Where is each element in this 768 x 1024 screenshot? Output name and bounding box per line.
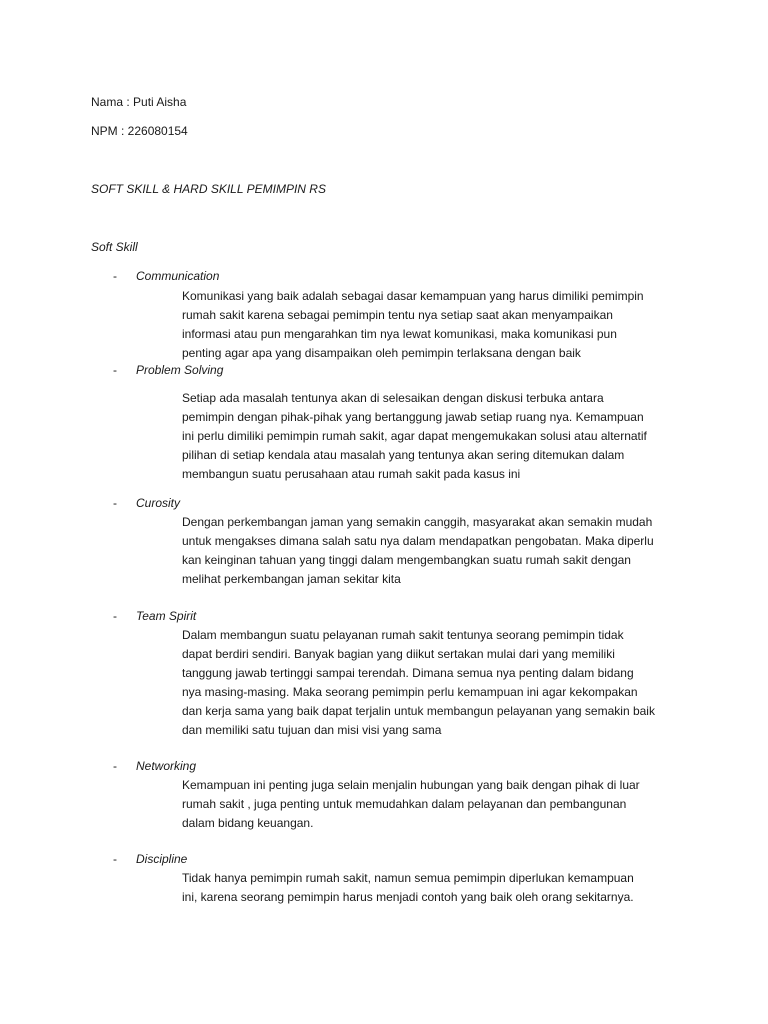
student-name: Nama : Puti Aisha	[91, 95, 187, 109]
bullet-dash: -	[113, 363, 117, 377]
paragraph-line: Dengan perkembangan jaman yang semakin canggih, masyarakat akan semakin mudah	[182, 515, 653, 529]
paragraph-line: Setiap ada masalah tentunya akan di selesaikan dengan diskusi terbuka antara	[182, 391, 604, 405]
paragraph-line: Dalam membangun suatu pelayanan rumah sakit tentunya seorang pemimpin tidak	[182, 628, 624, 642]
skill-label-discipline: Discipline	[136, 852, 188, 866]
skill-label-problem-solving: Problem Solving	[136, 363, 224, 377]
skill-label-communication: Communication	[136, 269, 220, 283]
paragraph-line: dalam bidang keuangan.	[182, 816, 314, 830]
paragraph-line: pilihan di setiap kendala atau masalah yang tentunya akan sering ditemukan dalam	[182, 448, 625, 462]
section-heading: Soft Skill	[91, 240, 138, 254]
paragraph-line: informasi atau pun mengarahkan tim nya lewat komunikasi, maka komunikasi pun	[182, 327, 617, 341]
paragraph-line: membangun suatu perusahaan atau rumah sakit pada kasus ini	[182, 467, 521, 481]
bullet-dash: -	[113, 609, 117, 623]
bullet-dash: -	[113, 759, 117, 773]
skill-description-communication	[182, 287, 682, 363]
skill-description-team-spirit	[182, 626, 682, 740]
paragraph-line: tanggung jawab tertinggi sampai terendah. Dimana semua nya penting dalam bidang	[182, 666, 634, 680]
paragraph-line: untuk mengakses dimana salah satu nya dalam mendapatkan pengobatan. Maka diperlu	[182, 534, 654, 548]
paragraph-line: ini, karena seorang pemimpin harus menjadi contoh yang baik oleh orang sekitarnya.	[182, 890, 634, 904]
paragraph-line: Tidak hanya pemimpin rumah sakit, namun semua pemimpin diperlukan kemampuan	[182, 871, 634, 885]
paragraph-line: dan kerja sama yang baik dapat terjalin untuk membangun pelayanan yang semakin baik	[182, 704, 655, 718]
skill-description-problem-solving	[182, 389, 682, 484]
paragraph-line: melihat perkembangan jaman sekitar kita	[182, 572, 401, 586]
paragraph-line: pemimpin dengan pihak-pihak yang bertanggung jawab setiap ruang nya. Kemampuan	[182, 410, 644, 424]
paragraph-line: nya masing-masing. Maka seorang pemimpin perlu kemampuan ini agar kekompakan	[182, 685, 638, 699]
paragraph-line: Komunikasi yang baik adalah sebagai dasar kemampuan yang harus dimiliki pemimpin	[182, 289, 644, 303]
bullet-dash: -	[113, 269, 117, 283]
paragraph-line: Kemampuan ini penting juga selain menjalin hubungan yang baik dengan pihak di luar	[182, 778, 640, 792]
paragraph-line: penting agar apa yang disampaikan oleh pemimpin terlaksana dengan baik	[182, 346, 581, 360]
paragraph-line: dapat berdiri sendiri. Banyak bagian yang diikut sertakan mulai dari yang memiliki	[182, 647, 615, 661]
skill-description-networking	[182, 776, 682, 833]
skill-label-team-spirit: Team Spirit	[136, 609, 197, 623]
paragraph-line: kan keinginan tahuan yang tinggi dalam mengembangkan suatu rumah sakit dengan	[182, 553, 631, 567]
paragraph-line: ini perlu dimiliki pemimpin rumah sakit, agar dapat mengemukakan solusi atau alternatif	[182, 429, 647, 443]
paragraph-line: dan memiliki satu tujuan dan misi visi yang sama	[182, 723, 442, 737]
skill-label-curiosity: Curosity	[136, 496, 181, 510]
skill-description-discipline	[182, 869, 682, 907]
document-title: SOFT SKILL & HARD SKILL PEMIMPIN RS	[91, 182, 326, 196]
student-npm: NPM : 226080154	[91, 124, 188, 138]
paragraph-line: rumah sakit , juga penting untuk memudahkan dalam pelayanan dan pembangunan	[182, 797, 627, 811]
bullet-dash: -	[113, 852, 117, 866]
paragraph-line: rumah sakit karena sebagai pemimpin tentu nya setiap saat akan menyampaikan	[182, 308, 613, 322]
skill-description-curiosity	[182, 513, 682, 589]
bullet-dash: -	[113, 496, 117, 510]
skill-label-networking: Networking	[136, 759, 197, 773]
